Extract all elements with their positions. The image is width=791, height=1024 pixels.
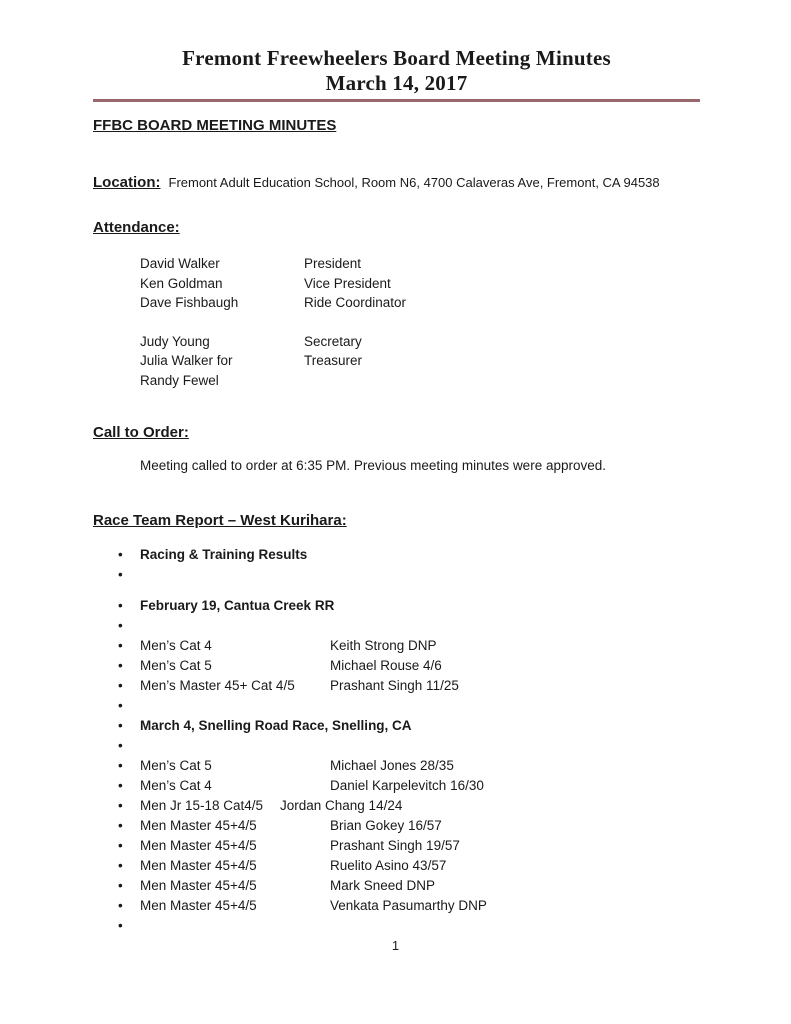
bullet-category: Men’s Cat 4 — [140, 638, 212, 653]
bullet-category: Racing & Training Results — [140, 547, 308, 562]
bullet-icon: • — [118, 738, 123, 753]
location-line — [93, 174, 700, 192]
bullet-item — [93, 596, 700, 616]
bullet-icon: • — [118, 658, 123, 673]
bullet-result: Jordan Chang 14/24 — [280, 798, 403, 813]
bullet-result — [330, 565, 700, 585]
bullet-icon: • — [118, 678, 123, 693]
bullet-item — [93, 896, 700, 916]
bullet-item-empty — [93, 916, 700, 936]
attendance-list — [140, 254, 700, 390]
bullet-icon: • — [118, 838, 123, 853]
heading-attendance: Attendance: — [93, 219, 180, 236]
heading-race-team-report: Race Team Report – West Kurihara: — [93, 512, 347, 529]
bullet-category: February 19, Cantua Creek RR — [140, 598, 335, 613]
bullet-icon: • — [118, 818, 123, 833]
bullet-result — [330, 616, 700, 636]
bullet-category: Men Master 45+4/5 — [140, 878, 257, 893]
bullet-result: Daniel Karpelevitch 16/30 — [330, 778, 484, 793]
attendee-name: Judy Young — [140, 333, 210, 349]
bullet-icon: • — [118, 798, 123, 813]
bullet-icon: • — [118, 918, 123, 933]
race-results-list — [93, 545, 700, 936]
bullet-item — [93, 796, 700, 816]
bullet-item-empty — [93, 736, 700, 756]
document-header — [93, 46, 700, 102]
attendance-row — [140, 332, 700, 352]
bullet-category — [140, 736, 330, 756]
location-value: Fremont Adult Education School, Room N6, 4700 Calaveras Ave, Fremont, CA 94538 — [168, 175, 660, 190]
bullet-category: Men’s Cat 5 — [140, 658, 212, 673]
bullet-icon: • — [118, 878, 123, 893]
bullet-item — [93, 636, 700, 656]
bullet-result: Brian Gokey 16/57 — [330, 818, 442, 833]
bullet-result — [334, 596, 700, 616]
attendee-name: David Walker — [140, 256, 220, 271]
bullet-item — [93, 656, 700, 676]
attendee-role: President — [304, 256, 362, 271]
bullet-result — [412, 716, 700, 736]
bullet-item — [93, 816, 700, 836]
heading-call-to-order: Call to Order: — [93, 424, 189, 441]
attendee-role: Treasurer — [304, 353, 363, 368]
bullet-item — [93, 876, 700, 896]
bullet-icon: • — [118, 598, 123, 613]
bullet-icon: • — [118, 567, 123, 582]
bullet-item-empty — [93, 565, 700, 585]
bullet-icon: • — [118, 638, 123, 653]
bullet-item — [93, 545, 700, 565]
bullet-result: Keith Strong DNP — [330, 638, 437, 653]
location-label: Location: — [93, 174, 161, 191]
attendee-name: Randy Fewel — [140, 372, 219, 388]
bullet-result — [307, 545, 700, 565]
bullet-icon: • — [118, 718, 123, 733]
bullet-category — [140, 916, 330, 936]
bullet-result: Ruelito Asino 43/57 — [330, 858, 447, 873]
bullet-result: Prashant Singh 11/25 — [330, 678, 459, 693]
bullet-icon: • — [118, 898, 123, 913]
attendee-role: Secretary — [304, 333, 362, 349]
bullet-result — [330, 696, 700, 716]
title-divider-rule — [93, 99, 700, 102]
bullet-category: March 4, Snelling Road Race, Snelling, CA — [140, 718, 412, 733]
attendee-name: Dave Fishbaugh — [140, 295, 239, 310]
bullet-item-empty — [93, 616, 700, 636]
bullet-category: Men Master 45+4/5 — [140, 838, 257, 853]
bullet-item — [93, 676, 700, 696]
bullet-item-empty — [93, 696, 700, 716]
bullet-result: Venkata Pasumarthy DNP — [330, 898, 487, 913]
bullet-result: Mark Sneed DNP — [330, 878, 436, 893]
bullet-category: Men Master 45+4/5 — [140, 818, 257, 833]
bullet-category: Men’s Cat 5 — [140, 758, 212, 773]
bullet-category — [140, 696, 330, 716]
attendee-role: Ride Coordinator — [304, 295, 407, 310]
page-number: 1 — [391, 938, 400, 953]
heading-ffbc-board-meeting-minutes: FFBC BOARD MEETING MINUTES — [93, 117, 337, 134]
bullet-result — [330, 736, 700, 756]
bullet-icon: • — [118, 778, 123, 793]
bullet-result: Prashant Singh 19/57 — [330, 838, 460, 853]
bullet-icon: • — [118, 858, 123, 873]
attendee-role: Vice President — [304, 275, 391, 291]
bullet-result — [330, 916, 700, 936]
attendance-row — [140, 351, 700, 371]
attendee-name: Ken Goldman — [140, 275, 223, 291]
attendance-group-gap — [140, 313, 700, 332]
attendance-row — [140, 254, 700, 274]
attendance-row — [140, 274, 700, 294]
bullet-icon: • — [118, 618, 123, 633]
bullet-category — [140, 616, 330, 636]
bullet-category: Men’s Master 45+ Cat 4/5 — [140, 678, 295, 693]
document-title: Fremont Freewheelers Board Meeting Minutes — [182, 46, 611, 70]
bullet-item — [93, 776, 700, 796]
bullet-result: Michael Rouse 4/6 — [330, 658, 442, 673]
bullet-item — [93, 756, 700, 776]
bullet-category: Men Master 45+4/5 — [140, 858, 257, 873]
bullet-icon: • — [118, 698, 123, 713]
bullet-category: Men’s Cat 4 — [140, 778, 212, 793]
attendee-name: Julia Walker for — [140, 353, 233, 368]
bullet-category — [140, 565, 330, 585]
bullet-item — [93, 856, 700, 876]
attendance-row — [140, 371, 700, 391]
bullet-icon: • — [118, 758, 123, 773]
bullet-item — [93, 716, 700, 736]
bullet-category: Men Master 45+4/5 — [140, 898, 257, 913]
attendance-row — [140, 293, 700, 313]
bullet-result: Michael Jones 28/35 — [330, 758, 454, 773]
document-date: March 14, 2017 — [325, 71, 468, 95]
call-to-order-text: Meeting called to order at 6:35 PM. Previous meeting minutes were approved. — [140, 458, 606, 473]
bullet-category: Men Jr 15-18 Cat4/5 — [140, 798, 264, 813]
bullet-item — [93, 836, 700, 856]
attendee-role — [304, 371, 700, 391]
bullet-icon: • — [118, 547, 123, 562]
